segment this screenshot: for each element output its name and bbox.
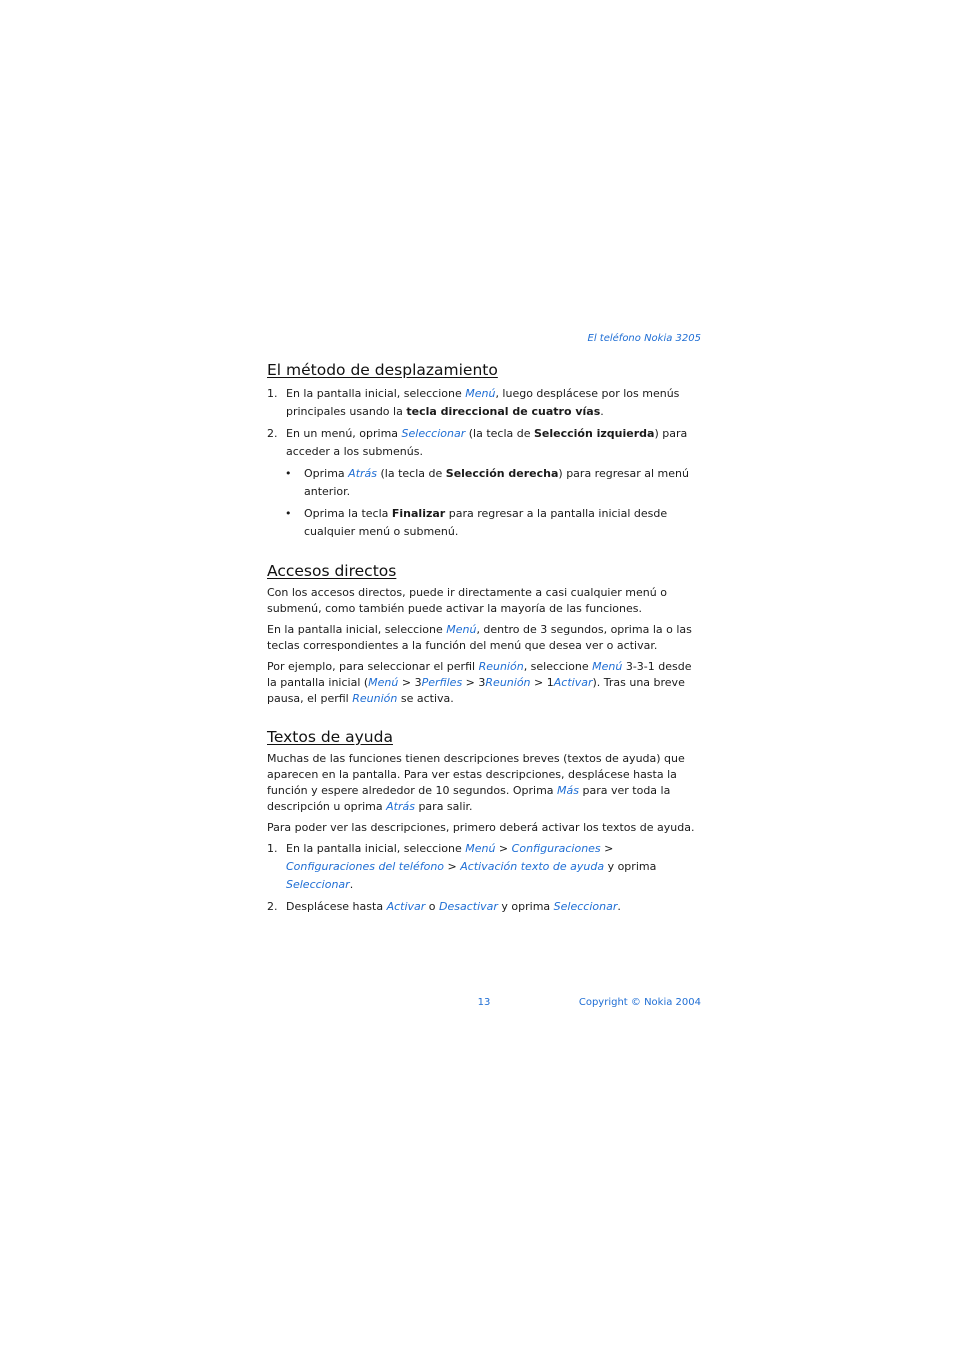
section-title-desplazamiento: El método de desplazamiento	[267, 361, 498, 379]
section-title-textos: Textos de ayuda	[267, 728, 393, 746]
menu-term: Menú	[592, 660, 623, 673]
menu-term: Activar	[386, 900, 426, 913]
paragraph: Muchas de las funciones tienen descripciones breves (textos de ayuda) que aparecen en la pantalla. Para ver estas descripciones, desplácese hasta la función y espere alrededor de 10 segundos. Oprima Más para ver toda la descripción u oprima Atrás para salir.	[267, 752, 685, 813]
list-item: • Oprima la tecla Finalizar para regresar a la pantalla inicial desde cualquier menú o submenú.	[285, 507, 668, 538]
menu-term: Menú	[368, 676, 399, 689]
page-content	[267, 360, 704, 916]
menu-term: Activar	[553, 676, 593, 689]
menu-term: Perfiles	[421, 676, 463, 689]
paragraph: Con los accesos directos, puede ir directamente a casi cualquier menú o submenú, como también puede activar la mayoría de las funciones.	[267, 586, 667, 615]
menu-term: Reunión	[485, 676, 531, 689]
paragraph: En la pantalla inicial, seleccione Menú, dentro de 3 segundos, oprima la o las teclas correspondientes a la función del menú que desea ver o activar.	[267, 623, 692, 652]
steps-list-textos	[267, 840, 704, 916]
paragraph: Para poder ver las descripciones, primero deberá activar los textos de ayuda.	[267, 821, 695, 834]
menu-term: Desactivar	[439, 900, 498, 913]
section-title-accesos: Accesos directos	[267, 562, 397, 580]
menu-term: Reunión	[352, 692, 398, 705]
bullet-list-desplazamiento	[267, 465, 704, 541]
bullet-icon: •	[285, 467, 292, 480]
menu-term: Seleccionar	[286, 878, 350, 891]
list-item: 2. Desplácese hasta Activar o Desactivar y oprima Seleccionar.	[267, 900, 621, 913]
bullet-icon: •	[285, 507, 292, 520]
menu-term: Configuraciones	[511, 842, 601, 855]
menu-term: Seleccionar	[401, 427, 466, 440]
menu-term: Seleccionar	[553, 900, 618, 913]
paragraph: Por ejemplo, para seleccionar el perfil Reunión, seleccione Menú 3-3-1 desde la pantalla inicial (Menú > 3Perfiles > 3Reunión > 1Activar). Tras una breve pausa, el perfil Reunión se activa.	[267, 660, 692, 705]
running-header: El teléfono Nokia 3205	[587, 333, 701, 344]
list-item: 2. En un menú, oprima Seleccionar (la tecla de Selección izquierda) para acceder a los submenús.	[267, 427, 688, 458]
copyright-notice: Copyright © Nokia 2004	[578, 997, 701, 1008]
menu-term: Reunión	[478, 660, 524, 673]
menu-term: Atrás	[386, 800, 415, 813]
menu-term: Menú	[465, 842, 496, 855]
steps-list-desplazamiento	[267, 385, 704, 461]
menu-term: Configuraciones del teléfono	[286, 860, 445, 873]
menu-term: Menú	[446, 623, 477, 636]
menu-term: Más	[557, 784, 579, 797]
list-item: 1. En la pantalla inicial, seleccione Menú > Configuraciones > Configuraciones del teléfono > Activación texto de ayuda y oprima Seleccionar.	[267, 842, 657, 891]
menu-term: Activación texto de ayuda	[460, 860, 605, 873]
menu-term: Atrás	[348, 467, 378, 480]
list-item: 1. En la pantalla inicial, seleccione Menú, luego desplácese por los menús principales usando la tecla direccional de cuatro vías.	[267, 387, 680, 418]
page-number: 13	[477, 997, 491, 1008]
menu-term: Menú	[465, 387, 496, 400]
list-item: • Oprima Atrás (la tecla de Selección derecha) para regresar al menú anterior.	[285, 467, 689, 498]
